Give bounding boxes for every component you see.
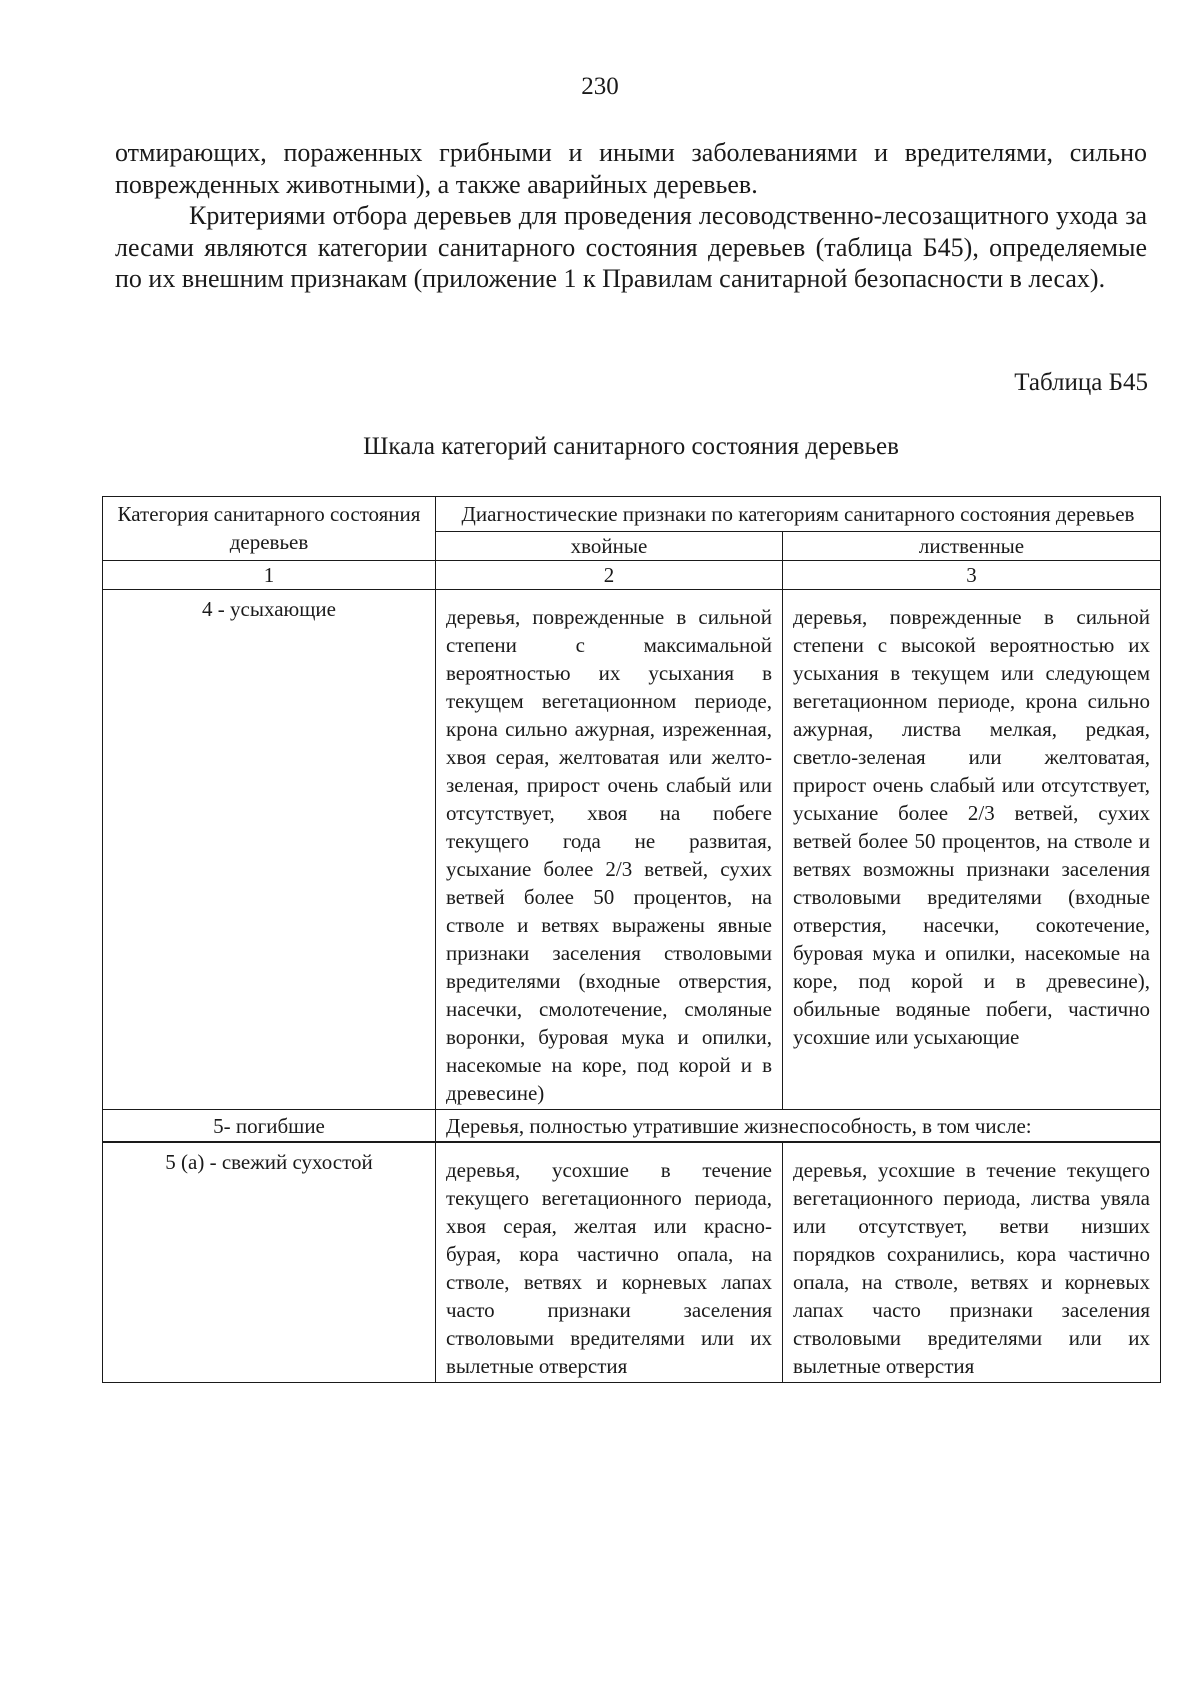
table-header-row bbox=[103, 497, 1161, 532]
category-cell: 4 - усыхающие bbox=[103, 590, 436, 1110]
combined-description-cell: Деревья, полностью утратившие жизнеспособность, в том числе: bbox=[436, 1110, 1161, 1143]
category-cell: 5- погибшие bbox=[103, 1110, 436, 1143]
sanitary-category-table bbox=[102, 496, 1161, 1383]
body-text bbox=[115, 137, 1147, 295]
header-diagnostic: Диагностические признаки по категориям санитарного состояния деревьев bbox=[436, 497, 1161, 532]
paragraph-continuation: отмирающих, пораженных грибными и иными заболеваниями и вредителями, сильно поврежденных животными), а также аварийных деревьев. bbox=[115, 138, 1147, 199]
column-number: 1 bbox=[103, 561, 436, 590]
deciduous-cell: деревья, поврежденные в сильной степени с высокой вероятностью их усыхания в текущем или следующем вегетационном периоде, крона сильно ажурная, листва мелкая, редкая, светло-зеленая или желтоватая, прирост очень слабый или отсутствует, усыхание более 2/3 ветвей, сухих ветвей более 50 процентов, на стволе и ветвях возможны признаки заселения стволовыми вредителями (входные отверстия, насечки, сокотечение, буровая мука и опилки, насекомые на коре, под корой и в древесине), обильные водяные побеги, частично усохшие или усыхающие bbox=[783, 590, 1161, 1110]
coniferous-cell: деревья, усохшие в течение текущего вегетационного периода, хвоя серая, желтая или красно-бурая, кора частично опала, на стволе, ветвях и корневых лапах часто признаки заселения стволовыми вредителями или их вылетные отверстия bbox=[436, 1142, 783, 1383]
deciduous-cell: деревья, усохшие в течение текущего вегетационного периода, листва увяла или отсутствует, ветви низших порядков сохранились, кора частично опала, на стволе, ветвях и корневых лапах часто признаки заселения стволовыми вредителями или их вылетные отверстия bbox=[783, 1142, 1161, 1383]
table-row-fresh-snag bbox=[103, 1142, 1161, 1383]
header-coniferous: хвойные bbox=[436, 532, 783, 561]
category-cell: 5 (а) - свежий сухостой bbox=[103, 1142, 436, 1383]
column-number: 3 bbox=[783, 561, 1161, 590]
coniferous-cell: деревья, поврежденные в сильной степени с максимальной вероятностью их усыхания в текущем вегетационном периоде, крона сильно ажурная, изреженная, хвоя серая, желтоватая или желто-зеленая, прирост очень слабый или отсутствует, хвоя на побеге текущего года не развитая, усыхание более 2/3 ветвей, сухих ветвей более 50 процентов, на стволе и ветвях выражены явные признаки заселения стволовыми вредителями (входные отверстия, насечки, смолотечение, смоляные воронки, буровая мука и опилки, насекомые на коре, под корой и в древесине) bbox=[436, 590, 783, 1110]
page-number: 230 bbox=[581, 73, 619, 100]
table-label: Таблица Б45 bbox=[1014, 369, 1148, 396]
header-deciduous: лиственные bbox=[783, 532, 1161, 561]
paragraph-criteria: Критериями отбора деревьев для проведения лесоводственно-лесозащитного ухода за лесами являются категории санитарного состояния деревьев (таблица Б45), определяемые по их внешним признакам (приложение 1 к Правилам санитарной безопасности в лесах). bbox=[115, 201, 1147, 293]
column-number: 2 bbox=[436, 561, 783, 590]
table-row-dead bbox=[103, 1110, 1161, 1143]
header-category: Категория санитарного состояния деревьев bbox=[103, 497, 436, 561]
column-number-row bbox=[103, 561, 1161, 590]
table-title: Шкала категорий санитарного состояния деревьев bbox=[363, 433, 899, 460]
table-row-drying bbox=[103, 590, 1161, 1110]
